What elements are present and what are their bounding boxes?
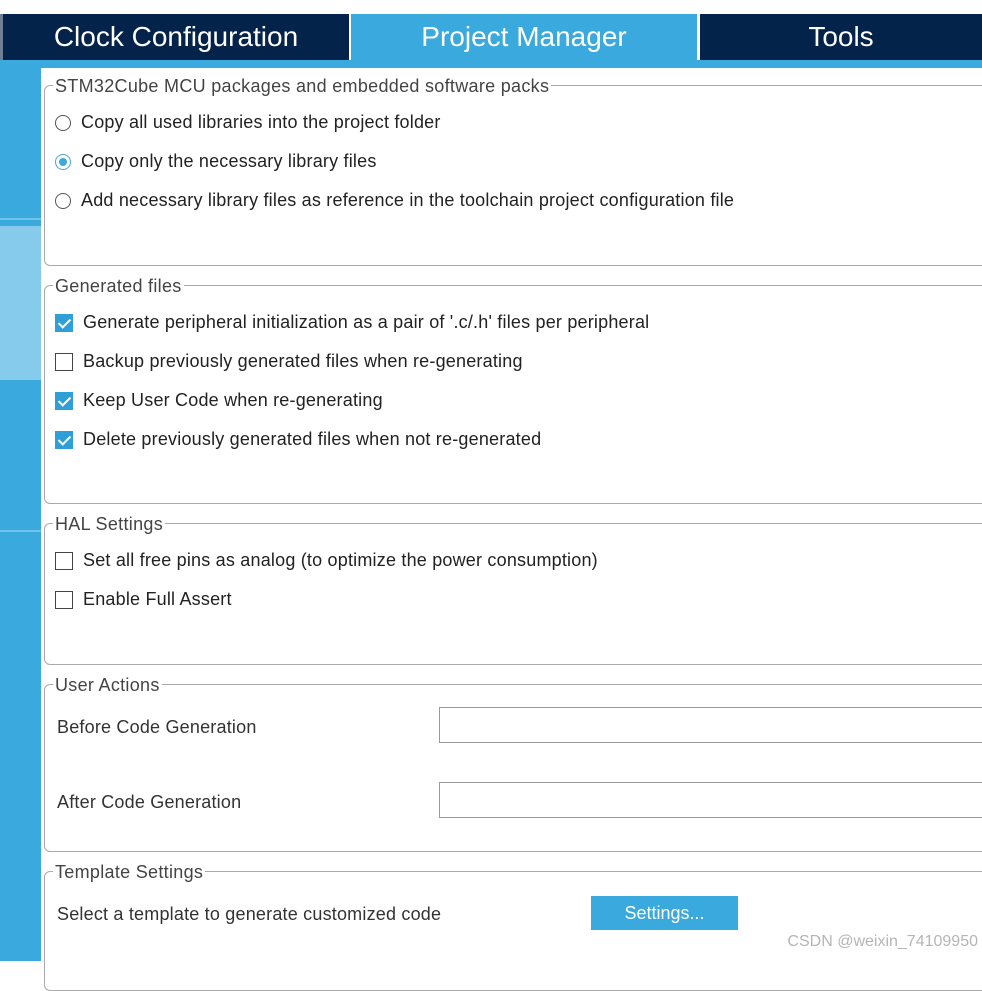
hal-settings-legend: HAL Settings xyxy=(55,514,163,534)
before-generation-label: Before Code Generation xyxy=(57,717,257,737)
checkbox-label: Generate peripheral initialization as a pair of '.c/.h' files per peripheral xyxy=(83,312,650,332)
after-generation-input[interactable] xyxy=(439,782,982,818)
checkbox-label: Set all free pins as analog (to optimize the power consumption) xyxy=(83,550,598,570)
checkbox-full-assert[interactable] xyxy=(55,589,232,610)
checkbox-backup[interactable] xyxy=(55,351,523,372)
radio-button[interactable] xyxy=(55,193,71,209)
left-sidebar xyxy=(0,68,41,961)
checkbox-checked[interactable] xyxy=(55,314,73,332)
template-label: Select a template to generate customized code xyxy=(57,904,442,924)
tab-strip xyxy=(0,60,982,68)
checkbox-checked[interactable] xyxy=(55,392,73,410)
tab-clock-configuration[interactable] xyxy=(0,14,349,60)
generated-files-group xyxy=(44,276,982,504)
hal-settings-group xyxy=(44,514,982,665)
radio-copy-all[interactable] xyxy=(55,112,441,133)
tab-bar xyxy=(0,0,982,68)
radio-label: Copy only the necessary library files xyxy=(81,151,377,171)
checkbox-unchecked[interactable] xyxy=(55,353,73,371)
sidebar-divider xyxy=(0,218,41,220)
checkbox-label: Enable Full Assert xyxy=(83,589,232,609)
before-generation-input[interactable] xyxy=(439,707,982,743)
radio-add-reference[interactable] xyxy=(55,190,734,211)
radio-button[interactable] xyxy=(55,115,71,131)
settings-button[interactable]: Settings... xyxy=(591,896,738,930)
checkbox-delete-previous[interactable] xyxy=(55,429,541,450)
tab-tools[interactable] xyxy=(700,14,982,60)
user-actions-legend: User Actions xyxy=(55,675,160,695)
sidebar-item-project[interactable] xyxy=(0,68,41,218)
radio-label: Add necessary library files as reference in the toolchain project configuration file xyxy=(81,190,735,210)
checkbox-keep-user-code[interactable] xyxy=(55,390,383,411)
tab-clock-configuration-label: Clock Configuration xyxy=(53,21,299,52)
tab-project-manager-label: Project Manager xyxy=(421,21,627,52)
template-settings-group xyxy=(44,862,982,991)
generated-files-legend: Generated files xyxy=(55,276,182,296)
tab-project-manager[interactable] xyxy=(351,14,697,60)
after-generation-label: After Code Generation xyxy=(57,792,242,812)
sidebar-item-code-generator[interactable] xyxy=(0,226,41,380)
sidebar-divider xyxy=(0,530,41,532)
radio-copy-necessary[interactable] xyxy=(55,151,377,172)
packages-group xyxy=(44,76,982,266)
packages-legend: STM32Cube MCU packages and embedded software packs xyxy=(55,76,550,96)
checkbox-free-pins-analog[interactable] xyxy=(55,550,598,571)
template-settings-legend: Template Settings xyxy=(55,862,204,882)
checkbox-generate-pairs[interactable] xyxy=(55,312,649,333)
tab-divider xyxy=(697,14,699,60)
radio-label: Copy all used libraries into the project folder xyxy=(81,112,441,132)
radio-button-selected[interactable] xyxy=(55,154,71,170)
tab-tools-label: Tools xyxy=(808,21,874,52)
watermark: CSDN @weixin_74109950 xyxy=(787,933,978,950)
user-actions-group xyxy=(44,675,982,852)
checkbox-checked[interactable] xyxy=(55,431,73,449)
checkbox-label: Keep User Code when re-generating xyxy=(83,390,383,410)
sidebar-item-advanced-settings[interactable] xyxy=(0,380,41,530)
checkbox-label: Backup previously generated files when re-generating xyxy=(83,351,523,371)
checkbox-label: Delete previously generated files when not re-generated xyxy=(83,429,542,449)
checkbox-unchecked[interactable] xyxy=(55,552,73,570)
checkbox-unchecked[interactable] xyxy=(55,591,73,609)
